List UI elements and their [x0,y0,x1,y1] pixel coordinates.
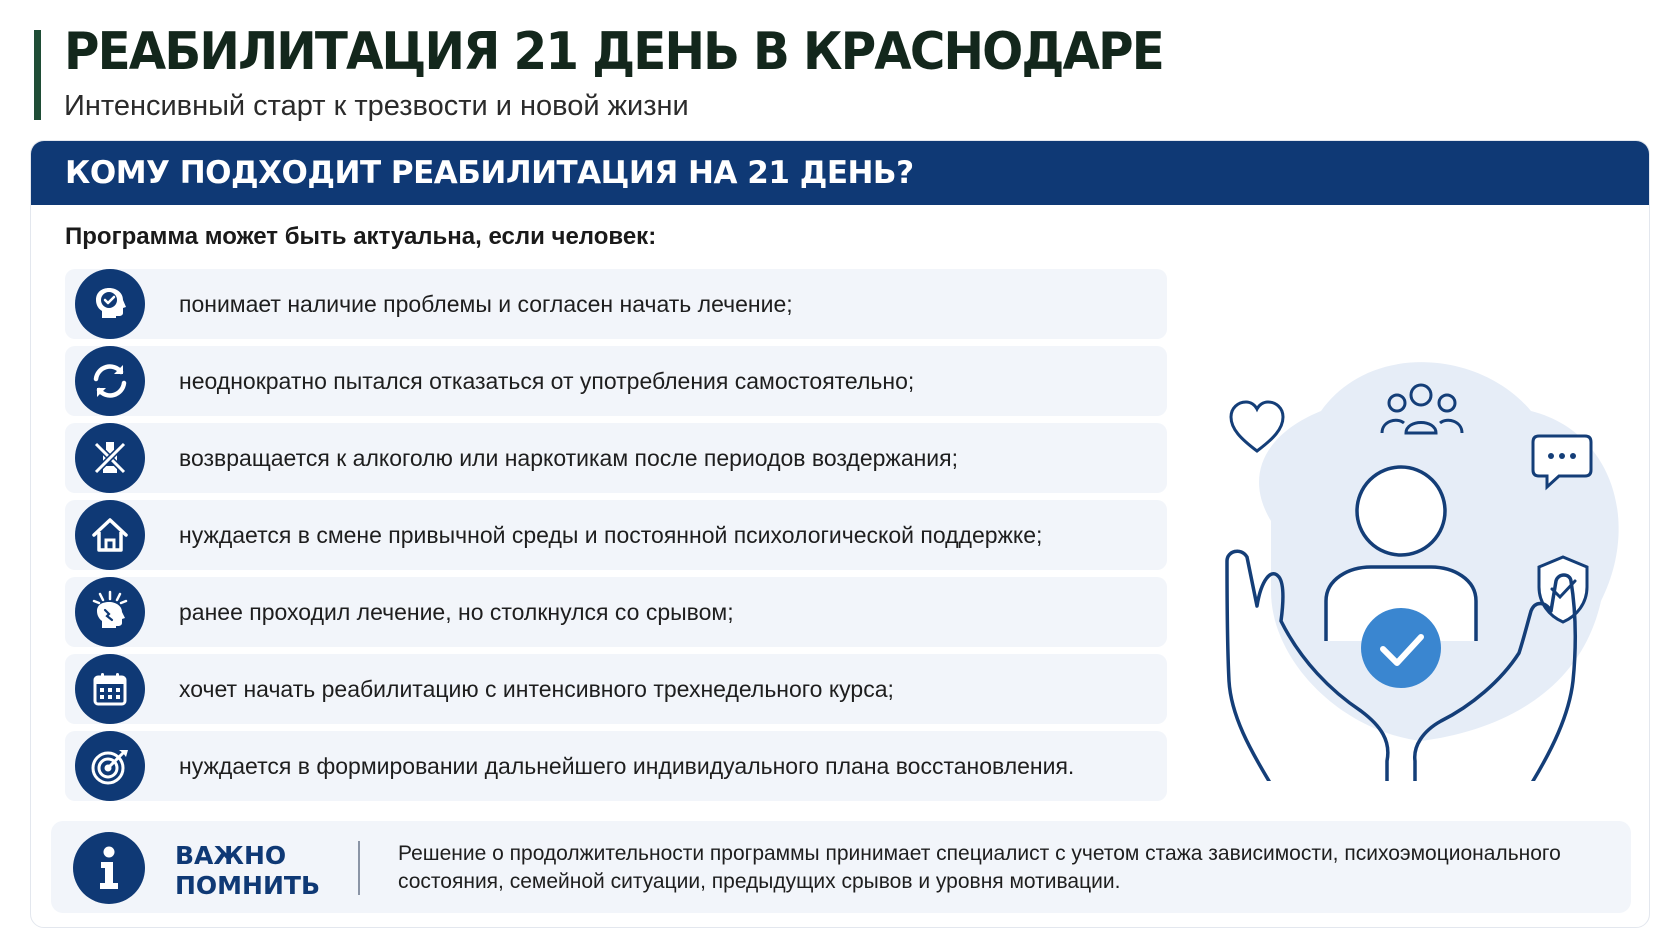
section-heading: КОМУ ПОДХОДИТ РЕАБИЛИТАЦИЯ НА 21 ДЕНЬ? [65,155,914,191]
content-card [30,140,1650,928]
section-header [31,141,1649,205]
note-text: Решение о продолжительности программы принимает специалист с учетом стажа зависимости, психоэмоционального состояния, семейной ситуации, предыдущих срывов и уровня мотивации. [398,842,1561,893]
list-item-text: возвращается к алкоголю или наркотикам после периодов воздержания; [179,444,959,471]
section-intro: Программа может быть актуальна, если человек: [65,223,657,250]
list-item [65,731,1167,801]
important-note [51,821,1631,913]
home-icon [75,500,145,570]
list-item [65,577,1167,647]
info-icon [73,832,145,904]
stress-head-icon [75,577,145,647]
list-item-text: неоднократно пытался отказаться от употребления самостоятельно; [179,367,915,394]
list-item [65,500,1167,570]
page-title: РЕАБИЛИТАЦИЯ 21 ДЕНЬ В КРАСНОДАРЕ [64,22,1163,82]
list-item [65,423,1167,493]
title-accent-bar [34,30,41,120]
list-item-text: ранее проходил лечение, но столкнулся со срывом; [179,598,734,625]
support-illustration [1201,261,1641,781]
criteria-list [65,269,1167,808]
list-item [65,269,1167,339]
note-title: ВАЖНО ПОМНИТЬ [175,841,321,900]
target-icon [75,731,145,801]
check-circle-icon [1361,608,1441,688]
list-item-text: хочет начать реабилитацию с интенсивного трехнедельного курса; [179,675,894,702]
list-item-text: нуждается в смене привычной среды и постоянной психологической поддержке; [179,521,1043,548]
head-check-icon [75,269,145,339]
list-item [65,654,1167,724]
list-item [65,346,1167,416]
list-item-text: нуждается в формировании дальнейшего индивидуального плана восстановления. [179,752,1075,779]
calendar-icon [75,654,145,724]
page-subtitle: Интенсивный старт к трезвости и новой жизни [64,90,689,122]
list-item-text: понимает наличие проблемы и согласен начать лечение; [179,290,793,317]
no-bottle-icon [75,423,145,493]
note-divider [358,841,360,895]
refresh-icon [75,346,145,416]
